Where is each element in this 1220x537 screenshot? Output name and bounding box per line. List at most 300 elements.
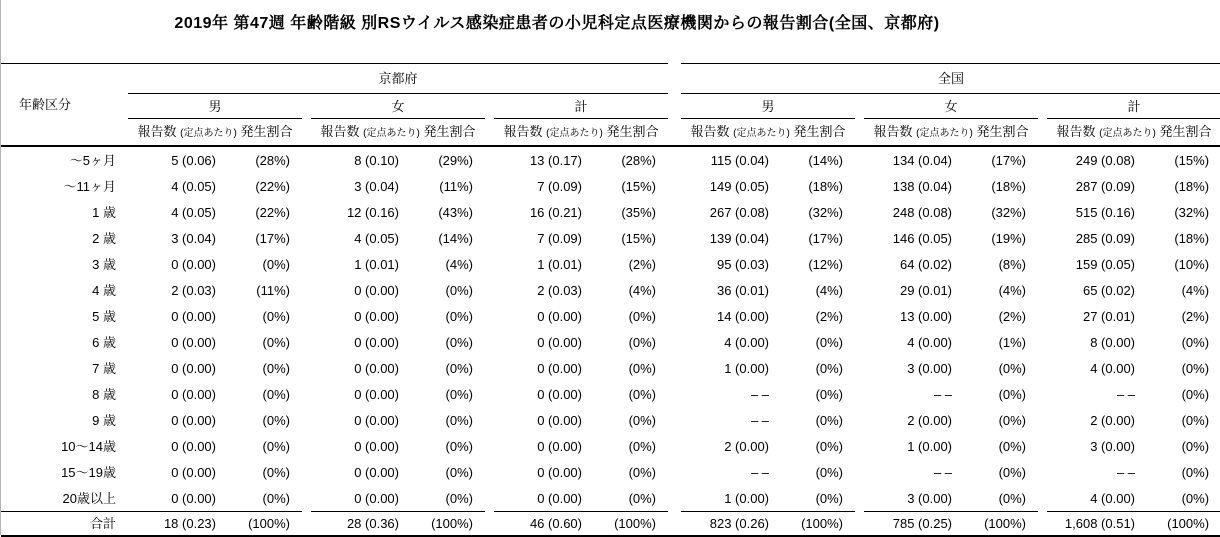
subcolumn-header-per_sentinel: (定点あたり): [733, 128, 790, 139]
cell-rate: (18%): [808, 178, 844, 194]
cell-count: 1 (0.01): [537, 256, 582, 272]
spacer: [302, 303, 311, 329]
spacer: [855, 94, 864, 119]
cell-count: 65 (0.02): [1082, 282, 1136, 298]
cell-count: 0 (0.00): [171, 360, 216, 376]
cell-rate: (100%): [598, 512, 668, 537]
spacer: [1038, 355, 1047, 381]
group-spacer: [668, 173, 681, 199]
spacer: [485, 459, 494, 485]
group-spacer: [668, 407, 681, 433]
cell-count: 515 (0.16): [1075, 204, 1136, 220]
spacer: [1038, 251, 1047, 277]
cell-count: 0 (0.00): [537, 412, 582, 428]
cell-rate: (0%): [445, 490, 473, 506]
table-row: [1, 459, 1220, 485]
cell-count: 0 (0.00): [354, 360, 399, 376]
spacer: [485, 199, 494, 225]
cell-rate: (0%): [998, 438, 1027, 454]
gender-header-zenkoku-total: 計: [1047, 94, 1220, 119]
cell-rate: (4%): [1181, 282, 1210, 298]
age-label: 〜11ヶ月: [63, 178, 116, 194]
group-spacer: [668, 277, 681, 303]
spacer: [302, 94, 311, 119]
cell-count: 0 (0.00): [354, 490, 399, 506]
cell-rate: (12%): [808, 256, 844, 272]
group-header-zenkoku: 全国: [681, 64, 1220, 94]
spacer: [302, 277, 311, 303]
group-spacer: [668, 329, 681, 355]
cell-count: 1 (0.00): [724, 490, 770, 506]
cell-rate: (0%): [262, 360, 290, 376]
cell-rate: (100%): [968, 512, 1038, 537]
cell-count: 267 (0.08): [709, 204, 770, 220]
cell-count: 0 (0.00): [537, 308, 582, 324]
spacer: [485, 407, 494, 433]
cell-count: 785 (0.25): [864, 512, 968, 537]
spacer: [302, 119, 311, 147]
table-row: [1, 173, 1220, 199]
cell-count: 2 (0.00): [724, 438, 770, 454]
cell-rate: (4%): [628, 282, 657, 298]
cell-rate: (35%): [621, 204, 657, 220]
spacer: [485, 303, 494, 329]
spacer: [485, 329, 494, 355]
cell-count: 4 (0.00): [1090, 490, 1136, 506]
cell-count: 16 (0.21): [529, 204, 582, 220]
page-title: 2019年 第47週 年齢階級 別RSウイルス感染症患者の小児科定点医療機関からの報告割合(全国、京都府): [174, 15, 940, 32]
subcolumn-header-rate: 発生割合: [240, 124, 293, 139]
subcolumn-header-per_sentinel: (定点あたり): [546, 128, 603, 139]
spacer: [1038, 277, 1047, 303]
cell-rate: (4%): [445, 256, 473, 272]
age-label: 7 歳: [92, 360, 116, 376]
subcolumn-header-count: 報告数: [1056, 124, 1096, 139]
cell-rate: (0%): [815, 438, 844, 454]
cell-count: 95 (0.03): [716, 256, 770, 272]
spacer: [855, 433, 864, 459]
table-row: [1, 329, 1220, 355]
subcolumn-header-rate: 発生割合: [976, 124, 1029, 139]
cell-count: 0 (0.00): [171, 464, 216, 480]
cell-rate: (18%): [1174, 178, 1210, 194]
cell-count: 823 (0.26): [681, 512, 785, 537]
cell-rate: (0%): [445, 282, 473, 298]
cell-count: – –: [1116, 464, 1136, 480]
group-spacer: [668, 225, 681, 251]
cell-rate: (28%): [255, 152, 290, 168]
cell-count: – –: [750, 412, 770, 428]
group-spacer: [668, 381, 681, 407]
cell-rate: (0%): [262, 438, 290, 454]
subcolumn-header-count: 報告数: [503, 124, 543, 139]
spacer: [485, 433, 494, 459]
spacer: [855, 485, 864, 512]
cell-count: 46 (0.60): [494, 512, 598, 537]
cell-rate: (0%): [815, 360, 844, 376]
subcolumn-header: [864, 119, 1038, 147]
cell-rate: (0%): [1181, 334, 1210, 350]
cell-count: 4 (0.00): [724, 334, 770, 350]
spacer: [302, 407, 311, 433]
cell-count: 0 (0.00): [537, 360, 582, 376]
cell-count: 1,608 (0.51): [1047, 512, 1151, 537]
gender-header-zenkoku-male: 男: [681, 94, 855, 119]
cell-rate: (0%): [262, 464, 290, 480]
group-header-kyoto: 京都府: [128, 64, 668, 94]
cell-rate: (0%): [1181, 490, 1210, 506]
cell-count: 0 (0.00): [354, 412, 399, 428]
cell-rate: (18%): [991, 178, 1027, 194]
spacer: [1038, 512, 1047, 537]
spacer: [1038, 407, 1047, 433]
cell-count: 4 (0.05): [171, 178, 216, 194]
age-label: 3 歳: [92, 256, 116, 272]
subcolumn-header: [681, 119, 855, 147]
spacer: [302, 251, 311, 277]
cell-count: 115 (0.04): [710, 152, 770, 168]
cell-count: 29 (0.01): [899, 282, 953, 298]
age-label: 10〜14歳: [61, 438, 116, 454]
cell-rate: (15%): [621, 230, 657, 246]
cell-rate: (100%): [232, 512, 302, 537]
cell-rate: (0%): [998, 386, 1027, 402]
cell-rate: (43%): [438, 204, 473, 220]
cell-count: 0 (0.00): [171, 438, 216, 454]
cell-rate: (0%): [628, 438, 657, 454]
spacer: [302, 512, 311, 537]
cell-count: 0 (0.00): [354, 308, 399, 324]
cell-count: – –: [750, 386, 770, 402]
cell-count: 0 (0.00): [354, 438, 399, 454]
group-spacer: [668, 303, 681, 329]
cell-count: 13 (0.17): [529, 152, 582, 168]
cell-count: 13 (0.00): [899, 308, 953, 324]
age-column-header: 年齢区分: [1, 64, 128, 147]
cell-count: 249 (0.08): [1075, 152, 1136, 168]
spacer: [485, 173, 494, 199]
cell-rate: (0%): [815, 464, 844, 480]
cell-rate: (0%): [445, 360, 473, 376]
cell-rate: (0%): [262, 412, 290, 428]
spacer: [855, 277, 864, 303]
cell-rate: (17%): [255, 230, 290, 246]
cell-rate: (19%): [991, 230, 1027, 246]
group-spacer: [668, 459, 681, 485]
cell-count: 8 (0.00): [1090, 334, 1136, 350]
spacer: [855, 251, 864, 277]
cell-count: 7 (0.09): [537, 178, 582, 194]
cell-rate: (15%): [1174, 152, 1210, 168]
group-spacer: [668, 199, 681, 225]
cell-rate: (100%): [1151, 512, 1220, 537]
subcolumn-header-per_sentinel: (定点あたり): [1099, 128, 1156, 139]
cell-count: 28 (0.36): [311, 512, 415, 537]
cell-rate: (0%): [445, 464, 473, 480]
cell-count: 146 (0.05): [892, 230, 953, 246]
rs-virus-report-table: [1, 63, 1220, 537]
cell-count: 0 (0.00): [537, 334, 582, 350]
spacer: [1038, 94, 1047, 119]
cell-rate: (0%): [445, 386, 473, 402]
cell-rate: (14%): [438, 230, 473, 246]
cell-rate: (0%): [262, 386, 290, 402]
cell-rate: (0%): [998, 360, 1027, 376]
table-row: [1, 355, 1220, 381]
cell-count: 134 (0.04): [892, 152, 953, 168]
spacer: [485, 355, 494, 381]
subcolumn-header-rate: 発生割合: [793, 124, 846, 139]
table-row: [1, 381, 1220, 407]
table-row: [1, 433, 1220, 459]
group-spacer: [668, 485, 681, 512]
cell-rate: (0%): [815, 334, 844, 350]
group-spacer: [668, 355, 681, 381]
table-row: [1, 407, 1220, 433]
cell-rate: (0%): [815, 386, 844, 402]
cell-count: 1 (0.01): [354, 256, 399, 272]
table-row: [1, 251, 1220, 277]
cell-count: 0 (0.00): [171, 256, 216, 272]
subcolumn-header-rate: 発生割合: [423, 124, 476, 139]
age-label: 15〜19歳: [61, 464, 116, 480]
total-label: 合計: [1, 512, 128, 537]
cell-rate: (0%): [628, 412, 657, 428]
subcolumn-header-count: 報告数: [873, 124, 913, 139]
cell-count: 2 (0.00): [907, 412, 953, 428]
cell-rate: (0%): [445, 412, 473, 428]
spacer: [302, 459, 311, 485]
cell-count: 36 (0.01): [716, 282, 770, 298]
cell-rate: (18%): [1174, 230, 1210, 246]
cell-rate: (14%): [808, 152, 844, 168]
spacer: [485, 225, 494, 251]
group-spacer: [668, 433, 681, 459]
spacer: [485, 94, 494, 119]
cell-rate: (2%): [815, 308, 844, 324]
group-spacer: [668, 512, 681, 537]
spacer: [855, 512, 864, 537]
cell-rate: (4%): [815, 282, 844, 298]
cell-count: 159 (0.05): [1075, 256, 1136, 272]
spacer: [855, 303, 864, 329]
cell-rate: (0%): [628, 334, 657, 350]
cell-count: 2 (0.00): [1090, 412, 1136, 428]
spacer: [1038, 433, 1047, 459]
subcolumn-header: [128, 119, 302, 147]
cell-rate: (8%): [998, 256, 1027, 272]
spacer: [1038, 459, 1047, 485]
cell-rate: (0%): [445, 438, 473, 454]
spacer: [302, 329, 311, 355]
spacer: [1038, 303, 1047, 329]
cell-rate: (1%): [998, 334, 1027, 350]
cell-rate: (0%): [628, 308, 657, 324]
cell-count: 287 (0.09): [1075, 178, 1136, 194]
cell-count: 0 (0.00): [537, 438, 582, 454]
group-spacer: [668, 64, 681, 147]
spacer: [485, 277, 494, 303]
cell-count: 285 (0.09): [1075, 230, 1136, 246]
cell-rate: (0%): [628, 464, 657, 480]
spacer: [1038, 199, 1047, 225]
cell-rate: (0%): [1181, 464, 1210, 480]
cell-count: – –: [1116, 386, 1136, 402]
subcolumn-header-per_sentinel: (定点あたり): [363, 128, 420, 139]
group-spacer: [668, 146, 681, 173]
cell-count: 3 (0.00): [907, 490, 953, 506]
spacer: [855, 381, 864, 407]
spacer: [1038, 173, 1047, 199]
age-label: 2 歳: [92, 230, 116, 246]
cell-rate: (10%): [1174, 256, 1210, 272]
subcolumn-header-count: 報告数: [137, 124, 177, 139]
cell-count: 0 (0.00): [537, 386, 582, 402]
subcolumn-header: [494, 119, 668, 147]
table-row: [1, 146, 1220, 173]
cell-rate: (2%): [998, 308, 1027, 324]
cell-count: 0 (0.00): [354, 282, 399, 298]
subcolumn-header: [311, 119, 485, 147]
table-row: [1, 225, 1220, 251]
cell-rate: (22%): [255, 178, 290, 194]
cell-rate: (0%): [998, 464, 1027, 480]
cell-count: 7 (0.09): [537, 230, 582, 246]
cell-count: 3 (0.00): [1090, 438, 1136, 454]
cell-rate: (0%): [815, 490, 844, 506]
age-label: 〜5ヶ月: [69, 152, 116, 168]
spacer: [855, 329, 864, 355]
age-label: 1 歳: [92, 204, 116, 220]
cell-rate: (0%): [628, 386, 657, 402]
cell-rate: (11%): [256, 282, 290, 298]
cell-count: 4 (0.05): [354, 230, 399, 246]
cell-count: 0 (0.00): [171, 334, 216, 350]
spacer: [855, 199, 864, 225]
spacer: [1038, 329, 1047, 355]
cell-rate: (29%): [438, 152, 473, 168]
spacer: [485, 485, 494, 512]
cell-count: 0 (0.00): [537, 464, 582, 480]
age-label: 9 歳: [92, 412, 116, 428]
cell-rate: (0%): [1181, 360, 1210, 376]
cell-rate: (0%): [815, 412, 844, 428]
cell-count: 64 (0.02): [899, 256, 953, 272]
spacer: [855, 173, 864, 199]
spacer: [302, 225, 311, 251]
subcolumn-header-per_sentinel: (定点あたり): [916, 128, 973, 139]
spacer: [855, 459, 864, 485]
age-label: 20歳以上: [62, 490, 116, 506]
cell-rate: (0%): [262, 334, 290, 350]
age-label: 6 歳: [92, 334, 116, 350]
cell-count: 138 (0.04): [892, 178, 953, 194]
cell-rate: (0%): [1181, 386, 1210, 402]
spacer: [302, 433, 311, 459]
spacer: [302, 355, 311, 381]
cell-rate: (0%): [1181, 438, 1210, 454]
subcolumn-header-count: 報告数: [320, 124, 360, 139]
cell-count: – –: [933, 386, 953, 402]
cell-rate: (15%): [621, 178, 657, 194]
spacer: [855, 355, 864, 381]
cell-rate: (0%): [262, 490, 290, 506]
cell-count: 0 (0.00): [354, 464, 399, 480]
subcolumn-header-count: 報告数: [690, 124, 730, 139]
cell-rate: (32%): [808, 204, 844, 220]
cell-count: 2 (0.03): [171, 282, 216, 298]
spacer: [855, 146, 864, 173]
spacer: [1038, 119, 1047, 147]
spacer: [485, 119, 494, 147]
spacer: [302, 485, 311, 512]
subcolumn-header: [1047, 119, 1220, 147]
cell-count: 18 (0.23): [128, 512, 232, 537]
cell-count: 12 (0.16): [346, 204, 399, 220]
cell-count: 1 (0.00): [907, 438, 953, 454]
cell-rate: (11%): [439, 178, 473, 194]
cell-count: 8 (0.10): [354, 152, 399, 168]
age-label: 8 歳: [92, 386, 116, 402]
spacer: [302, 199, 311, 225]
cell-rate: (0%): [262, 308, 290, 324]
cell-rate: (0%): [998, 412, 1027, 428]
spacer: [855, 225, 864, 251]
cell-rate: (100%): [415, 512, 485, 537]
gender-header-kyoto-male: 男: [128, 94, 302, 119]
cell-rate: (0%): [998, 490, 1027, 506]
subcolumn-header-rate: 発生割合: [1159, 124, 1212, 139]
cell-count: 0 (0.00): [171, 308, 216, 324]
cell-rate: (17%): [808, 230, 844, 246]
group-spacer: [668, 251, 681, 277]
spacer: [302, 381, 311, 407]
cell-count: 139 (0.04): [709, 230, 770, 246]
cell-count: 27 (0.01): [1082, 308, 1136, 324]
gender-header-zenkoku-female: 女: [864, 94, 1038, 119]
cell-count: – –: [933, 464, 953, 480]
age-label: 4 歳: [92, 282, 116, 298]
cell-count: 2 (0.03): [537, 282, 582, 298]
cell-count: 3 (0.00): [907, 360, 953, 376]
cell-rate: (4%): [998, 282, 1027, 298]
spacer: [1038, 381, 1047, 407]
cell-rate: (2%): [1181, 308, 1210, 324]
cell-rate: (100%): [785, 512, 855, 537]
cell-count: 1 (0.00): [724, 360, 770, 376]
subcolumn-header-rate: 発生割合: [606, 124, 659, 139]
spacer: [485, 381, 494, 407]
cell-count: 0 (0.00): [537, 490, 582, 506]
cell-rate: (0%): [628, 360, 657, 376]
spacer: [302, 146, 311, 173]
cell-rate: (0%): [628, 490, 657, 506]
table-row: [1, 303, 1220, 329]
cell-rate: (0%): [445, 308, 473, 324]
cell-rate: (2%): [628, 256, 657, 272]
cell-rate: (0%): [262, 256, 290, 272]
cell-count: 14 (0.00): [716, 308, 770, 324]
cell-rate: (32%): [991, 204, 1027, 220]
gender-header-kyoto-female: 女: [311, 94, 485, 119]
gender-header-kyoto-total: 計: [494, 94, 668, 119]
cell-rate: (32%): [1174, 204, 1210, 220]
spacer: [855, 407, 864, 433]
cell-count: 3 (0.04): [354, 178, 399, 194]
cell-count: 5 (0.06): [171, 152, 216, 168]
table-row: [1, 199, 1220, 225]
cell-count: 4 (0.00): [907, 334, 953, 350]
